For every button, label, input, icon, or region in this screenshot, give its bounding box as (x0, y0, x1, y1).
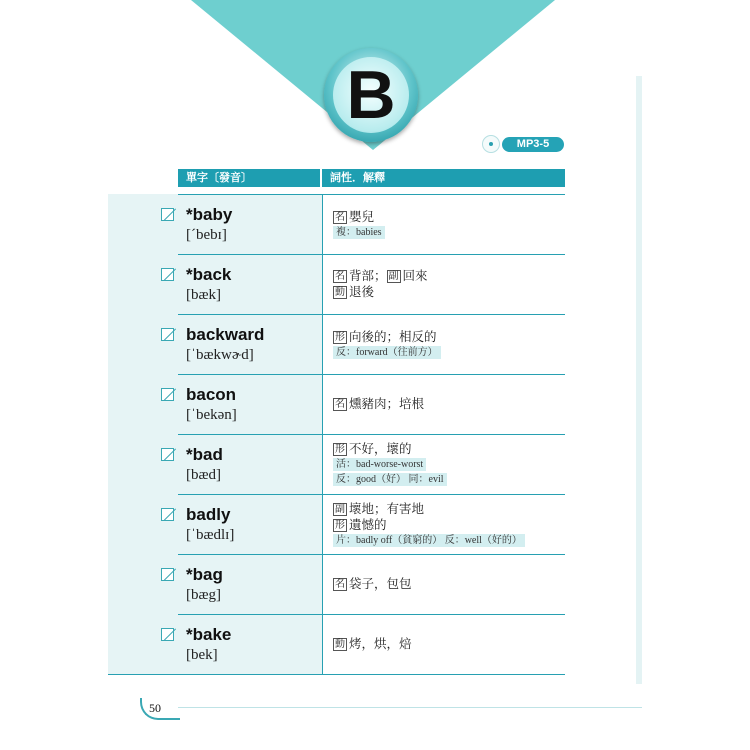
definition-line (333, 576, 568, 592)
phonetic: [bæd] (186, 467, 221, 483)
definition-text: 烤，烘，焙 (349, 636, 412, 651)
definition-line (333, 284, 568, 300)
definition-block (333, 329, 568, 360)
definition-note (333, 534, 568, 548)
part-of-speech-tag: 名 (335, 271, 345, 282)
part-of-speech-tag: 名 (335, 399, 345, 410)
headword: badly (186, 505, 231, 524)
definition-text: 壞地；有害地 (349, 501, 425, 516)
review-checkbox[interactable] (161, 628, 174, 641)
definition-block (333, 396, 568, 412)
definition-line (333, 396, 568, 412)
definition-text: 遺憾的 (349, 517, 387, 532)
definition-text: 不好，壞的 (349, 441, 412, 456)
column-divider (322, 495, 323, 554)
footer-rule (178, 707, 642, 708)
page-number: 50 (149, 701, 161, 715)
table-header (178, 169, 565, 187)
chapter-badge (324, 48, 418, 142)
phonetic: [bek] (186, 647, 218, 663)
review-checkbox[interactable] (161, 388, 174, 401)
note-text: 反：forward（往前方） (333, 346, 441, 359)
phonetic: [bæk] (186, 287, 221, 303)
definition-text: 回來 (402, 268, 428, 283)
definition-note (333, 473, 568, 487)
definition-text: 嬰兒 (349, 209, 375, 224)
review-checkbox[interactable] (161, 328, 174, 341)
entry-row (0, 194, 750, 254)
column-divider (322, 555, 323, 614)
headword: *back (186, 265, 232, 284)
definition-text: 燻豬肉；培根 (349, 396, 425, 411)
entry-row (0, 374, 750, 434)
definition-note (333, 458, 568, 472)
part-of-speech-tag: 形 (335, 444, 345, 455)
definition-line (333, 517, 568, 533)
headword: *baby (186, 205, 233, 224)
entry-row (0, 554, 750, 614)
row-divider (178, 614, 565, 615)
header-word: 單字〔發音〕 (178, 169, 320, 187)
entry-row (0, 434, 750, 494)
definition-line (333, 329, 568, 345)
part-of-speech-tag: 名 (335, 579, 345, 590)
definition-text: 袋子，包包 (349, 576, 412, 591)
phonetic: [ˈbækwɚd] (186, 347, 254, 363)
definition-text: 退後 (349, 284, 375, 299)
review-checkbox[interactable] (161, 208, 174, 221)
note-text: 活：bad-worse-worst (333, 458, 426, 471)
definition-block (333, 636, 568, 652)
definition-block (333, 209, 568, 240)
definition-block (333, 576, 568, 592)
entry-row (0, 254, 750, 314)
entry-row (0, 614, 750, 674)
definition-line (333, 268, 568, 284)
row-divider (178, 314, 565, 315)
column-divider (322, 315, 323, 374)
definition-text: 向後的；相反的 (349, 329, 437, 344)
review-checkbox[interactable] (161, 568, 174, 581)
definition-line (333, 636, 568, 652)
part-of-speech-tag: 副 (335, 504, 345, 515)
row-divider (178, 434, 565, 435)
column-divider (322, 375, 323, 434)
table-bottom-rule (108, 674, 565, 675)
phonetic: [bæg] (186, 587, 221, 603)
phonetic: [ˈbædlɪ] (186, 527, 235, 543)
row-divider (178, 554, 565, 555)
phonetic: [ˈbekən] (186, 407, 237, 423)
note-text: 片：badly off（貧窮的） 反：well（好的） (333, 534, 525, 547)
entry-row (0, 494, 750, 554)
headword: *bag (186, 565, 223, 584)
headword: backward (186, 325, 265, 344)
row-divider (178, 194, 565, 195)
column-divider (322, 615, 323, 674)
note-text: 反：good（好） 同：evil (333, 473, 447, 486)
phonetic: [ˊbebɪ] (186, 227, 227, 243)
definition-text: 背部； (349, 268, 387, 283)
row-divider (178, 254, 565, 255)
definition-note (333, 346, 568, 360)
row-divider (178, 374, 565, 375)
column-divider (322, 255, 323, 314)
chapter-letter: B (346, 57, 396, 133)
part-of-speech-tag: 形 (335, 520, 345, 531)
definition-line (333, 441, 568, 457)
review-checkbox[interactable] (161, 448, 174, 461)
part-of-speech-tag: 動 (335, 287, 345, 298)
part-of-speech-tag: 形 (335, 332, 345, 343)
definition-block (333, 268, 568, 300)
row-divider (178, 494, 565, 495)
headword: *bake (186, 625, 232, 644)
definition-line (333, 209, 568, 225)
mp3-track-badge[interactable]: MP3-5 (502, 137, 564, 152)
part-of-speech-tag: 動 (335, 639, 345, 650)
definition-block (333, 501, 568, 548)
part-of-speech-tag: 名 (335, 212, 345, 223)
part-of-speech-tag: 副 (388, 271, 399, 282)
column-divider (322, 195, 323, 254)
definition-block (333, 441, 568, 487)
review-checkbox[interactable] (161, 508, 174, 521)
entry-row (0, 314, 750, 374)
column-divider (322, 435, 323, 494)
headword: bacon (186, 385, 237, 404)
definition-note (333, 226, 568, 240)
review-checkbox[interactable] (161, 268, 174, 281)
definition-line (333, 501, 568, 517)
note-text: 複：babies (333, 226, 385, 239)
headword: *bad (186, 445, 223, 464)
cd-icon[interactable] (482, 135, 500, 153)
header-definition: 詞性．解釋 (322, 169, 565, 187)
